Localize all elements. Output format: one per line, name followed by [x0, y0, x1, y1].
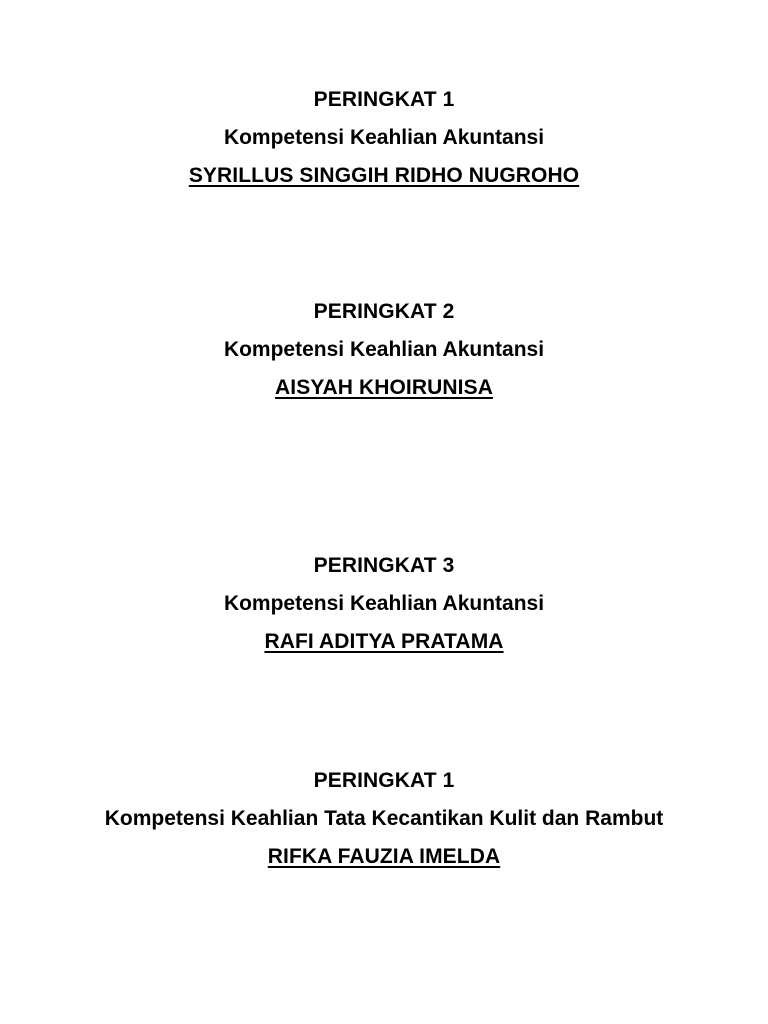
rank-label: PERINGKAT 2: [313, 300, 455, 323]
rank-label: PERINGKAT 1: [313, 88, 455, 111]
ranking-entry: [84, 81, 684, 195]
competency-label: Kompetensi Keahlian Akuntansi: [223, 126, 545, 149]
competency-label: Kompetensi Keahlian Tata Kecantikan Kulit dan Rambut: [104, 807, 664, 830]
winner-name: RIFKA FAUZIA IMELDA: [267, 845, 501, 868]
competency-label: Kompetensi Keahlian Akuntansi: [223, 338, 545, 361]
ranking-entry: [84, 547, 684, 661]
ranking-entry: [84, 293, 684, 407]
winner-name: SYRILLUS SINGGIH RIDHO NUGROHO: [188, 164, 580, 187]
ranking-entry: [84, 762, 684, 876]
competency-label: Kompetensi Keahlian Akuntansi: [223, 592, 545, 615]
rank-label: PERINGKAT 3: [313, 554, 455, 577]
winner-name: AISYAH KHOIRUNISA: [275, 376, 493, 399]
rank-label: PERINGKAT 1: [313, 769, 455, 792]
winner-name: RAFI ADITYA PRATAMA: [264, 630, 504, 653]
